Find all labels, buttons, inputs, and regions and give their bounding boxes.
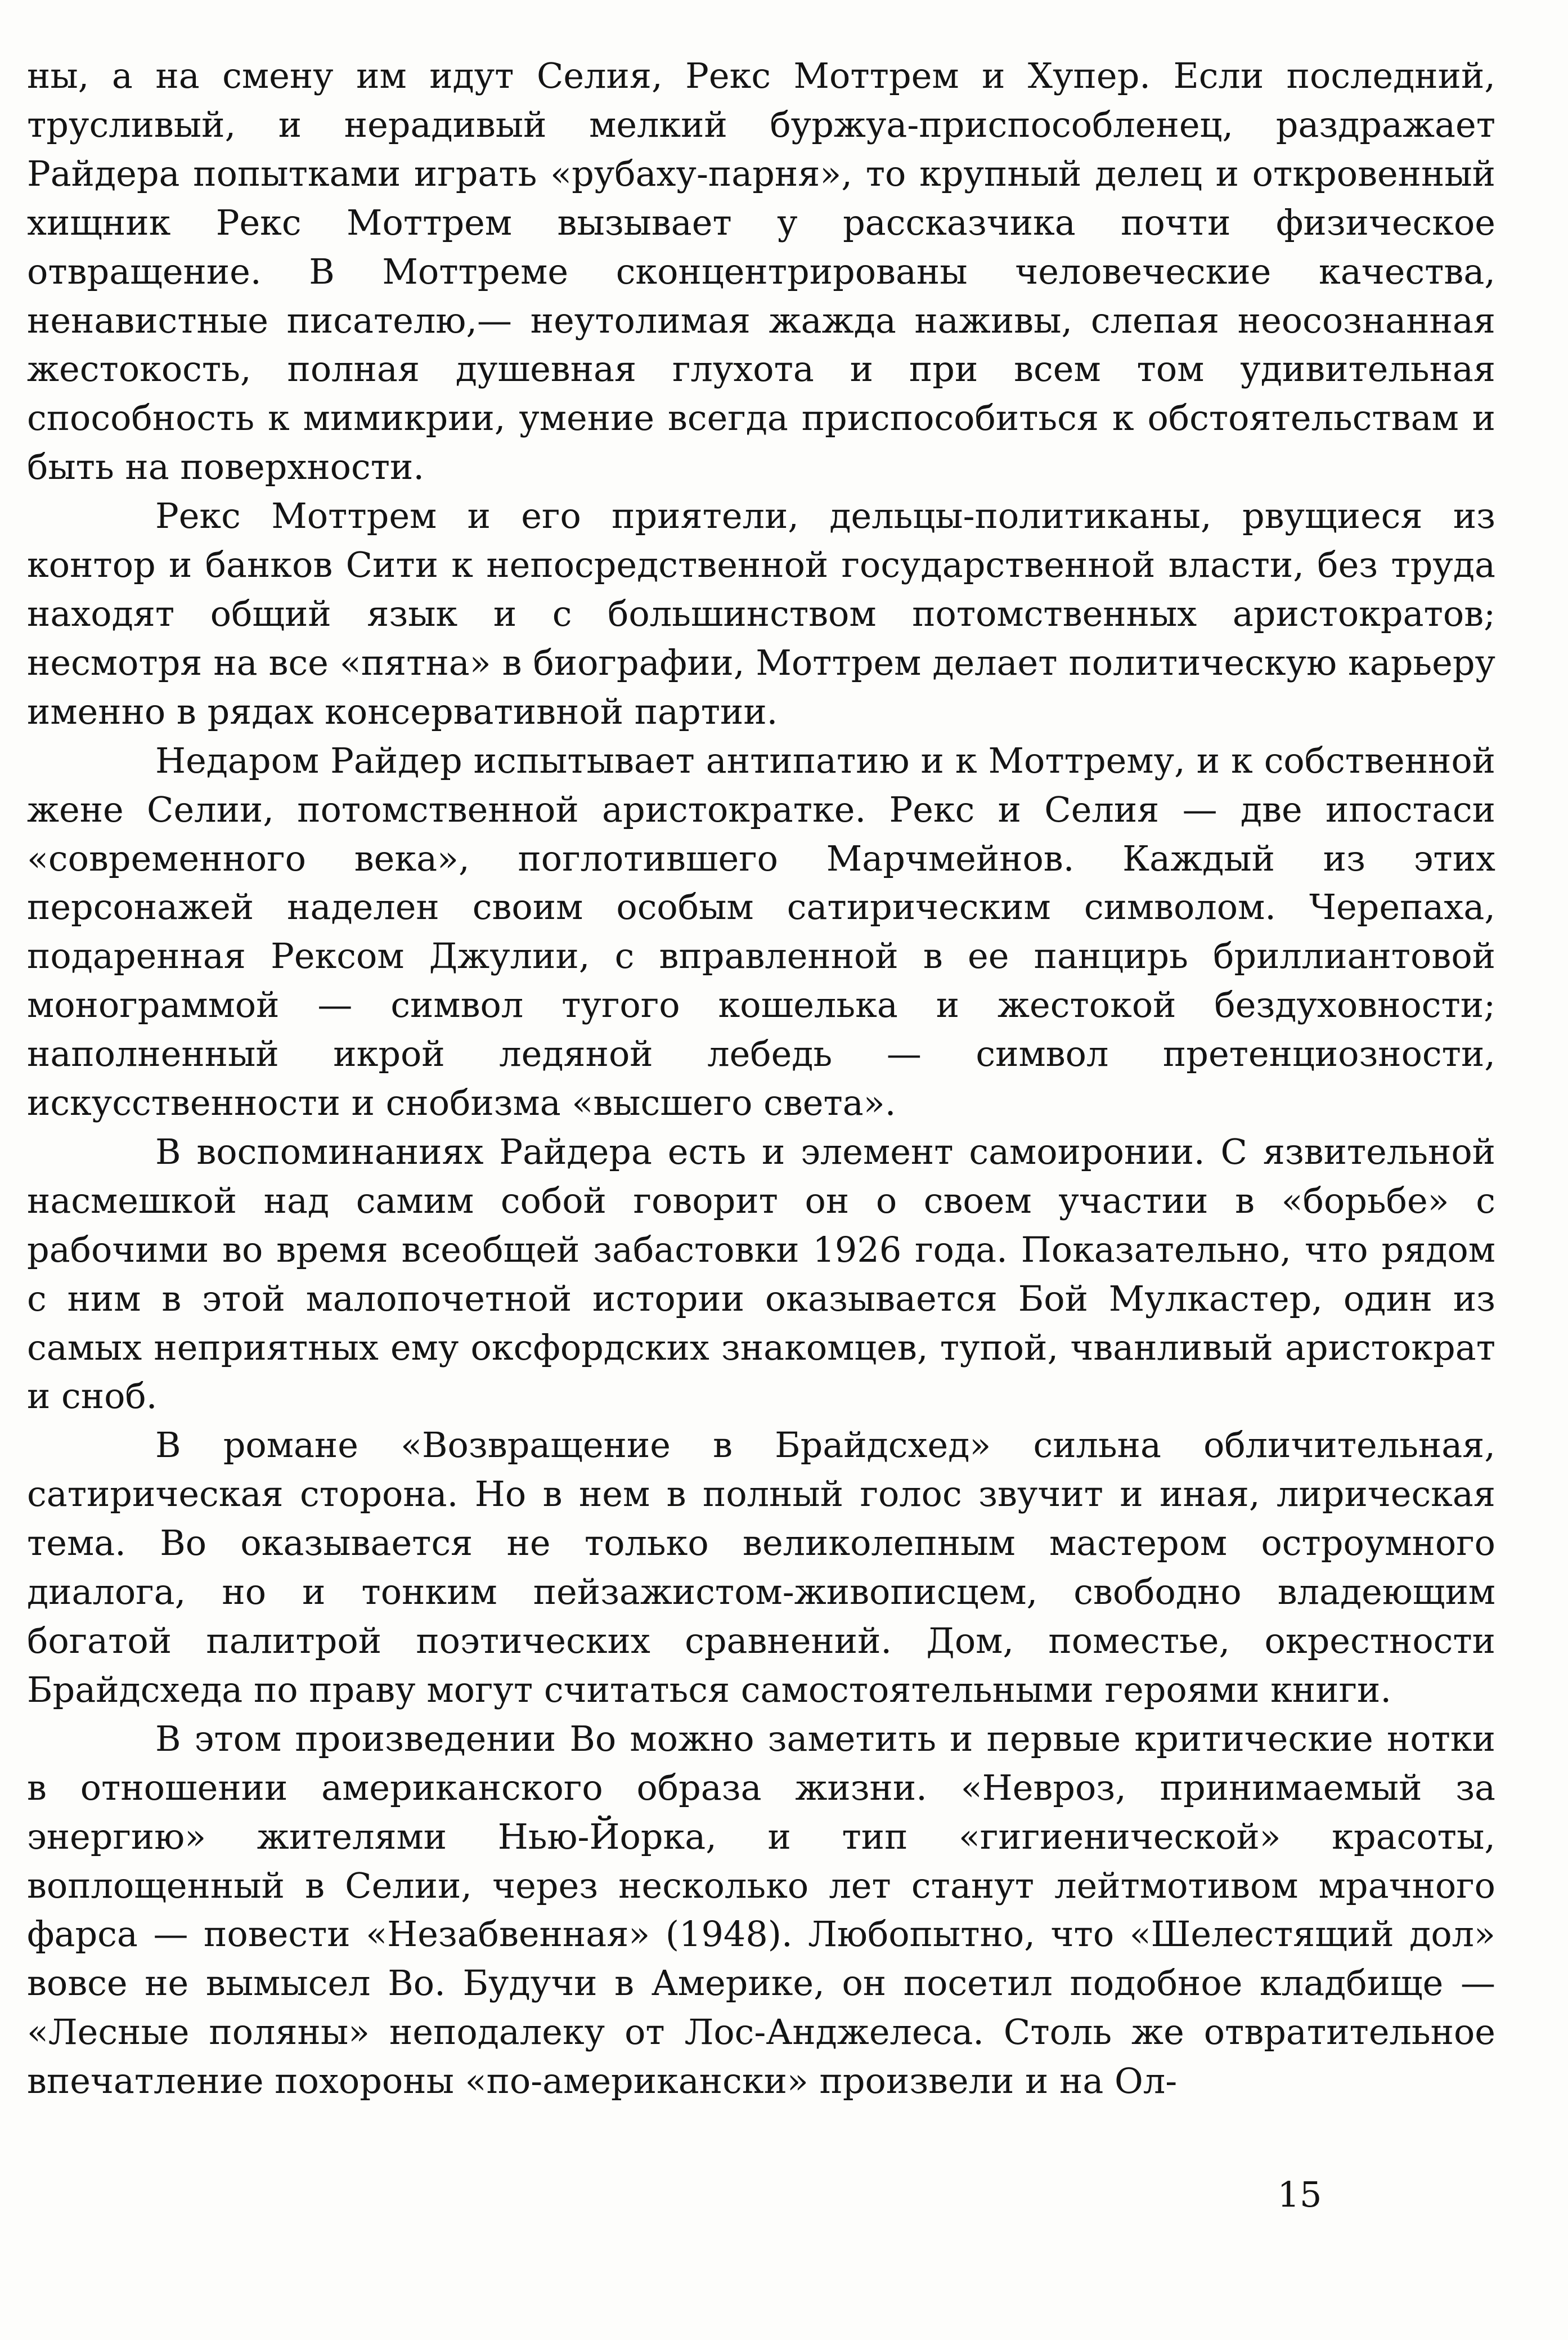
page-number: 15 bbox=[1277, 2174, 1322, 2215]
paragraph-3: Недаром Райдер испытывает антипатию и к Моттрему, и к собственной жене Селии, потомственной аристократке. Рекс и Селия — две ипостаси «современного века», поглотившего Марчмейнов. Каждый из этих персонажей наделен своим особым сатирическим символом. Черепаха, подаренная Рексом Джулии, с вправленной в ее панцирь бриллиантовой монограммой — символ тугого кошелька и жестокой бездуховности; наполненный икрой ледяной лебедь — символ претенциозности, искусственности и снобизма «высшего света». bbox=[27, 739, 1495, 1124]
paragraph-4: В воспоминаниях Райдера есть и элемент самоиронии. С язвительной насмешкой над самим собой говорит он о своем участии в «борьбе» с рабочими во время всеобщей забастовки 1926 года. Показательно, что рядом с ним в этой малопочетной истории оказывается Бой Мулкастер, один из самых неприятных ему оксфордских знакомцев, тупой, чванливый аристократ и сноб. bbox=[27, 1131, 1495, 1417]
paragraph-6: В этом произведении Во можно заметить и первые критические нотки в отношении американского образа жизни. «Невроз, принимаемый за энергию» жителями Нью-Йорка, и тип «гигиенической» красоты, воплощенный в Селии, через несколько лет станут лейтмотивом мрачного фарса — повести «Незабвенная» (1948). Любопытно, что «Шелестящий дол» вовсе не вымысел Во. Будучи в Америке, он посетил подобное кладбище — «Лесные поляны» неподалеку от Лос-Анджелеса. Столь же отвратительное впечатление похороны «по-американски» произвели и на Ол- bbox=[27, 1718, 1495, 2102]
paragraph-5: В романе «Возвращение в Брайдсхед» сильна обличительная, сатирическая сторона. Но в нем в полный голос звучит и иная, лирическая тема. Во оказывается не только великолепным мастером остроумного диалога, но и тонким пейзажистом-живописцем, свободно владеющим богатой палитрой поэтических сравнений. Дом, поместье, окрестности Брайдсхеда по праву могут считаться самостоятельными героями книги. bbox=[27, 1424, 1495, 1710]
body-text bbox=[27, 52, 1495, 2106]
paragraph-2: Рекс Моттрем и его приятели, дельцы-политиканы, рвущиеся из контор и банков Сити к непосредственной государственной власти, без труда находят общий язык и с большинством потомственных аристократов; несмотря на все «пятна» в биографии, Моттрем делает политическую карьеру именно в рядах консервативной партии. bbox=[27, 495, 1495, 732]
paragraph-1: ны, а на смену им идут Селия, Рекс Моттрем и Хупер. Если последний, трусливый, и нерадивый мелкий буржуа-приспособленец, раздражает Райдера попытками играть «рубаху-парня», то крупный делец и откровенный хищник Рекс Моттрем вызывает у рассказчика почти физическое отвращение. В Моттреме сконцентрированы человеческие качества, ненавистные писателю,— неутолимая жажда наживы, слепая неосознанная жестокость, полная душевная глухота и при всем том удивительная способность к мимикрии, умение всегда приспособиться к обстоятельствам и быть на поверхности. bbox=[27, 55, 1495, 488]
